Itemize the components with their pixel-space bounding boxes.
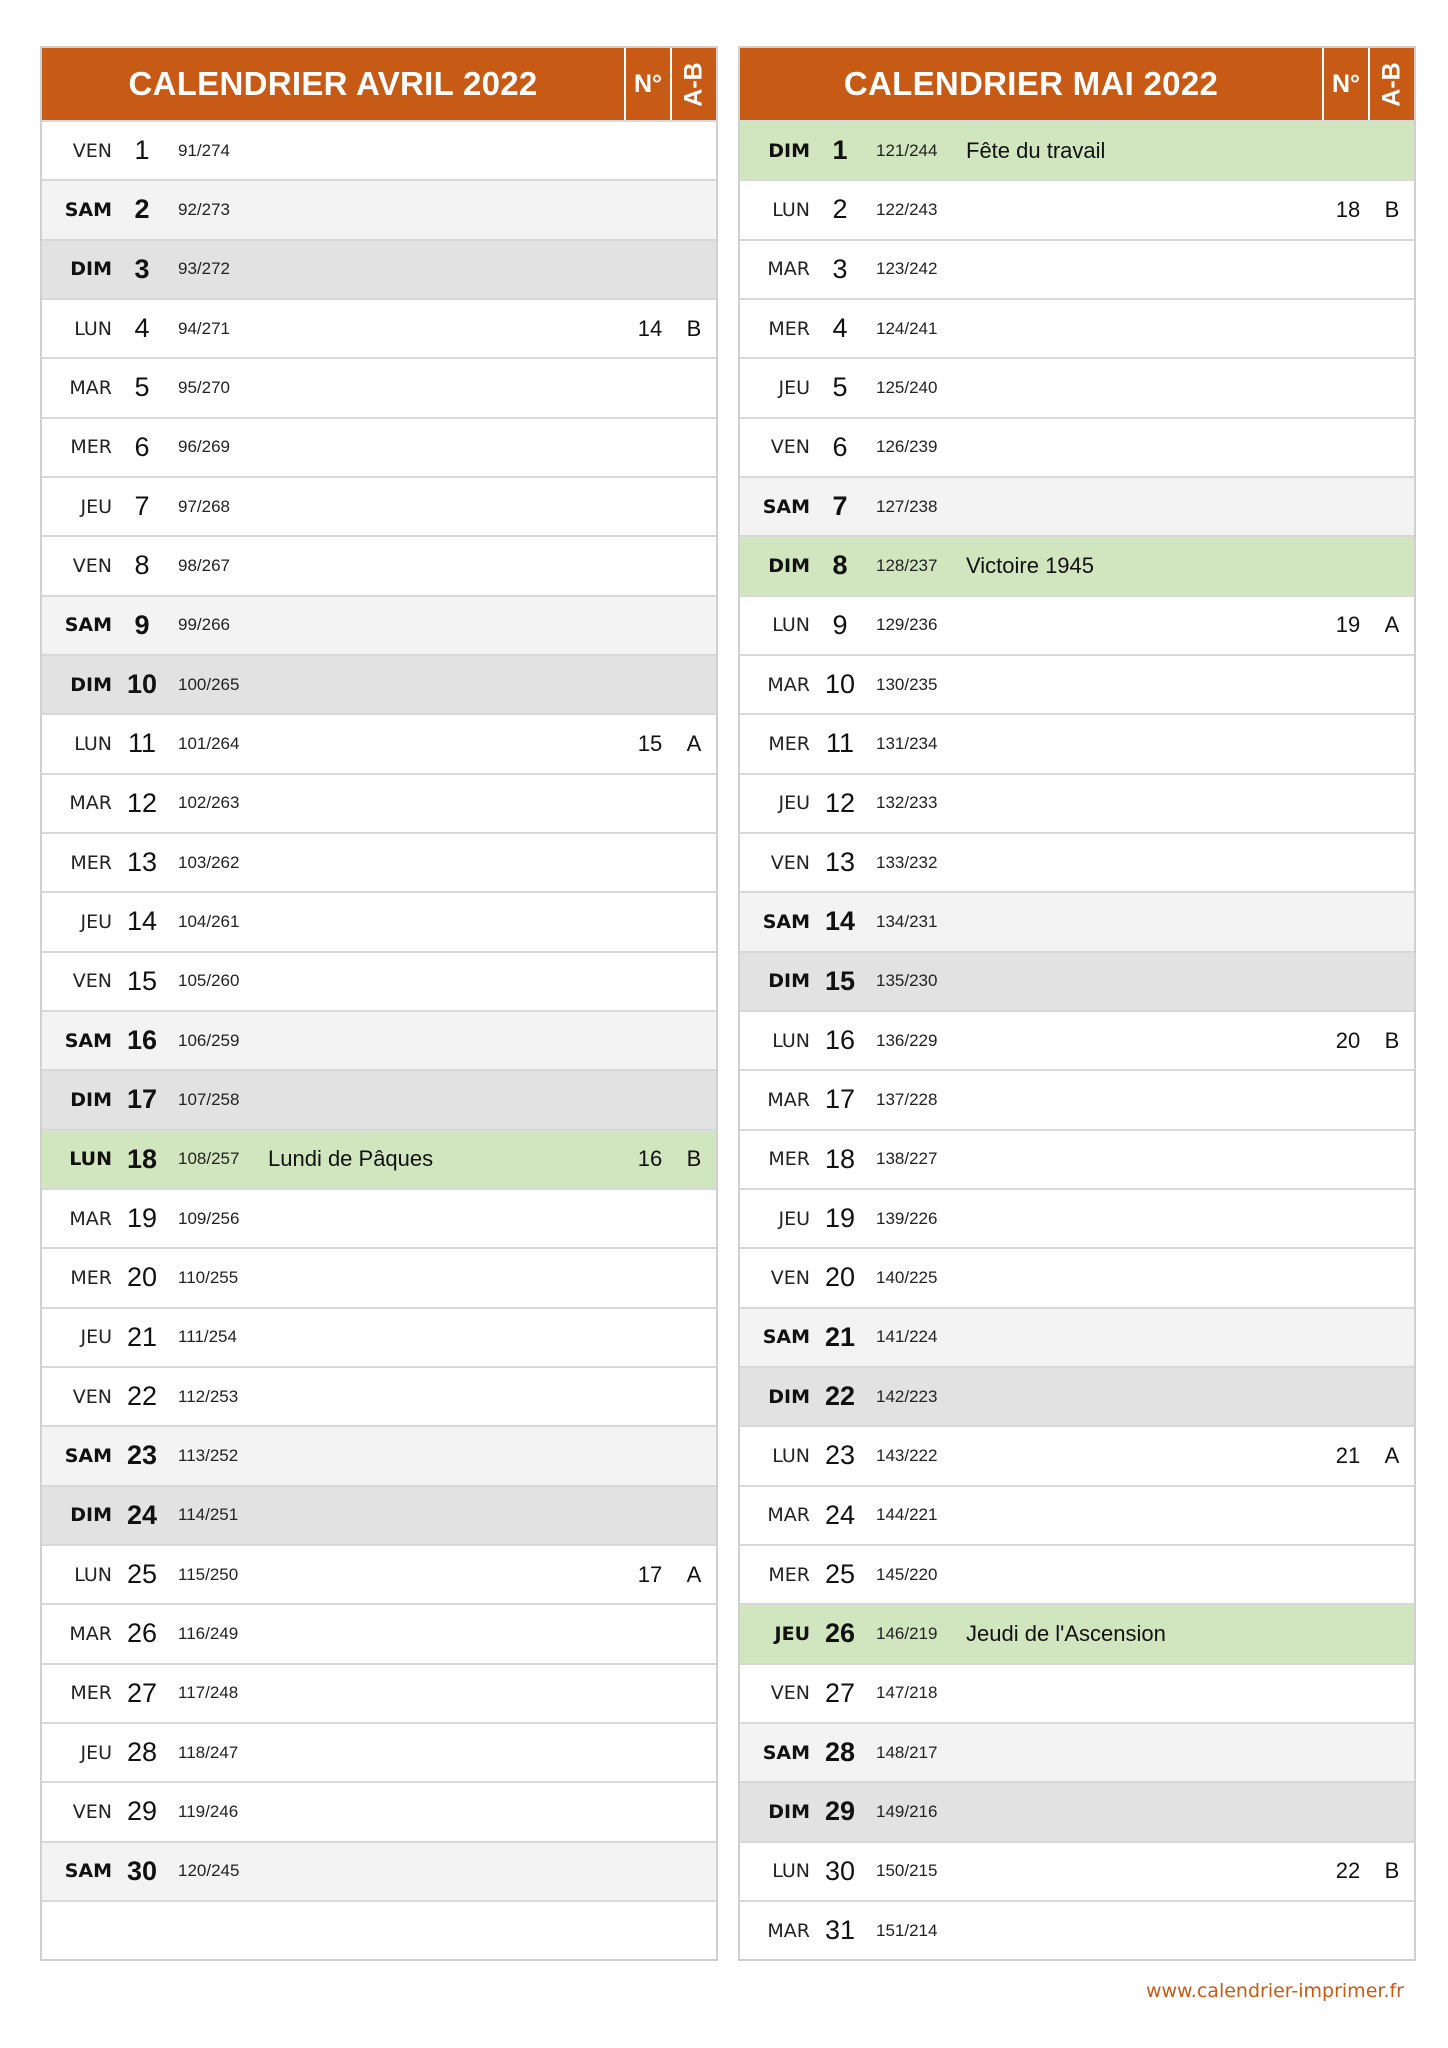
day-name: LUN xyxy=(772,198,810,221)
day-name: DIM xyxy=(70,673,112,696)
day-row xyxy=(42,120,716,179)
day-name: MAR xyxy=(767,673,810,696)
day-date: 15 xyxy=(126,965,158,996)
day-row xyxy=(740,1603,1414,1662)
day-of-year: 150/215 xyxy=(876,1861,938,1881)
day-row xyxy=(740,1069,1414,1128)
day-date: 28 xyxy=(824,1737,856,1768)
day-row xyxy=(740,654,1414,713)
day-row xyxy=(42,1425,716,1484)
calendar-rows xyxy=(42,120,716,1959)
day-row xyxy=(42,1307,716,1366)
day-of-year: 146/219 xyxy=(876,1623,938,1643)
day-name: DIM xyxy=(768,1385,810,1408)
day-of-year: 121/244 xyxy=(876,140,938,160)
day-name: MER xyxy=(70,851,112,874)
calendar-rows xyxy=(740,120,1414,1959)
week-number: 22 xyxy=(1335,1858,1361,1884)
day-name: DIM xyxy=(768,139,810,162)
day-row xyxy=(740,891,1414,950)
day-row xyxy=(42,357,716,416)
day-row xyxy=(42,298,716,357)
day-date: 23 xyxy=(126,1440,158,1471)
day-date: 17 xyxy=(126,1084,158,1115)
day-date: 16 xyxy=(126,1025,158,1056)
day-row xyxy=(740,1544,1414,1603)
day-of-year: 98/267 xyxy=(178,555,230,575)
day-of-year: 120/245 xyxy=(178,1861,240,1881)
empty-row xyxy=(42,1900,716,1959)
day-row xyxy=(42,951,716,1010)
week-ab: B xyxy=(686,1146,702,1172)
week-ab: A xyxy=(1384,1442,1400,1468)
day-date: 30 xyxy=(824,1855,856,1886)
day-of-year: 93/272 xyxy=(178,259,230,279)
day-of-year: 149/216 xyxy=(876,1801,938,1821)
day-date: 28 xyxy=(126,1737,158,1768)
calendar-april xyxy=(40,46,718,1961)
day-date: 5 xyxy=(832,372,848,403)
day-of-year: 122/243 xyxy=(876,199,938,219)
day-name: SAM xyxy=(762,495,810,518)
day-name: VEN xyxy=(72,554,112,577)
day-of-year: 106/259 xyxy=(178,1030,240,1050)
calendar-header xyxy=(42,48,716,120)
day-of-year: 140/225 xyxy=(876,1267,938,1287)
day-name: LUN xyxy=(772,614,810,637)
day-of-year: 117/248 xyxy=(178,1683,239,1703)
week-ab: B xyxy=(1384,1858,1400,1884)
day-row xyxy=(42,417,716,476)
day-date: 8 xyxy=(134,550,150,581)
day-date: 15 xyxy=(824,965,856,996)
day-date: 20 xyxy=(126,1262,158,1293)
week-ab: B xyxy=(1384,1027,1400,1053)
day-date: 25 xyxy=(824,1559,856,1590)
week-number-column-header: N° xyxy=(624,48,670,120)
day-event: Lundi de Pâques xyxy=(268,1146,434,1172)
day-of-year: 91/274 xyxy=(178,140,230,160)
day-of-year: 127/238 xyxy=(876,496,938,516)
day-of-year: 109/256 xyxy=(178,1208,240,1228)
day-name: VEN xyxy=(72,970,112,993)
week-ab-label: A-B xyxy=(679,61,708,107)
day-row xyxy=(42,773,716,832)
week-number: 18 xyxy=(1335,196,1361,222)
day-of-year: 108/257 xyxy=(178,1149,240,1169)
day-row xyxy=(42,1722,716,1781)
day-date: 1 xyxy=(134,135,150,166)
day-date: 12 xyxy=(126,787,158,818)
day-date: 21 xyxy=(126,1321,158,1352)
day-of-year: 95/270 xyxy=(178,377,230,397)
day-row xyxy=(42,713,716,772)
day-date: 22 xyxy=(824,1381,856,1412)
day-name: VEN xyxy=(72,1385,112,1408)
day-of-year: 114/251 xyxy=(178,1505,239,1525)
day-row xyxy=(740,773,1414,832)
day-row xyxy=(42,1663,716,1722)
day-name: MAR xyxy=(69,1207,112,1230)
day-row xyxy=(42,1129,716,1188)
day-name: SAM xyxy=(64,1444,112,1467)
day-of-year: 100/265 xyxy=(178,674,240,694)
day-of-year: 97/268 xyxy=(178,496,230,516)
day-row xyxy=(740,1425,1414,1484)
day-name: MAR xyxy=(767,1088,810,1111)
day-name: MER xyxy=(70,1266,112,1289)
day-date: 1 xyxy=(832,135,848,166)
day-name: MAR xyxy=(767,1504,810,1527)
day-name: MER xyxy=(768,1563,810,1586)
day-of-year: 134/231 xyxy=(876,911,938,931)
day-row xyxy=(42,595,716,654)
day-date: 25 xyxy=(126,1559,158,1590)
calendar-header xyxy=(740,48,1414,120)
day-row xyxy=(42,832,716,891)
day-name: LUN xyxy=(772,1444,810,1467)
day-date: 11 xyxy=(825,728,855,759)
day-date: 22 xyxy=(126,1381,158,1412)
day-row xyxy=(740,417,1414,476)
day-date: 7 xyxy=(832,491,848,522)
day-of-year: 144/221 xyxy=(876,1505,938,1525)
day-date: 2 xyxy=(832,194,848,225)
day-date: 26 xyxy=(824,1618,856,1649)
day-date: 9 xyxy=(832,609,848,640)
week-number: 17 xyxy=(637,1561,663,1587)
day-of-year: 142/223 xyxy=(876,1386,938,1406)
week-number: 21 xyxy=(1335,1442,1361,1468)
day-of-year: 139/226 xyxy=(876,1208,938,1228)
day-of-year: 129/236 xyxy=(876,615,938,635)
day-of-year: 115/250 xyxy=(178,1564,239,1584)
day-of-year: 112/253 xyxy=(178,1386,239,1406)
day-name: JEU xyxy=(80,495,112,518)
day-row xyxy=(740,1188,1414,1247)
day-name: JEU xyxy=(774,1622,810,1645)
day-row xyxy=(42,654,716,713)
day-date: 6 xyxy=(832,431,848,462)
calendar-may xyxy=(738,46,1416,1961)
day-of-year: 126/239 xyxy=(876,437,938,457)
day-row xyxy=(740,1841,1414,1900)
week-ab: A xyxy=(686,730,702,756)
day-row xyxy=(740,1307,1414,1366)
day-of-year: 136/229 xyxy=(876,1030,938,1050)
day-of-year: 128/237 xyxy=(876,555,938,575)
day-row xyxy=(740,1247,1414,1306)
day-name: MER xyxy=(70,1682,112,1705)
day-date: 19 xyxy=(126,1203,158,1234)
day-of-year: 124/241 xyxy=(876,318,938,338)
day-date: 13 xyxy=(824,847,856,878)
week-ab: A xyxy=(686,1561,702,1587)
day-name: JEU xyxy=(778,1207,810,1230)
day-row xyxy=(740,298,1414,357)
day-name: JEU xyxy=(80,910,112,933)
day-date: 24 xyxy=(126,1499,158,1530)
calendar-title: CALENDRIER MAI 2022 xyxy=(843,65,1219,102)
day-row xyxy=(740,951,1414,1010)
day-name: MER xyxy=(70,436,112,459)
day-row xyxy=(42,1841,716,1900)
day-row xyxy=(740,120,1414,179)
day-name: DIM xyxy=(768,1800,810,1823)
day-date: 3 xyxy=(832,253,848,284)
week-ab: B xyxy=(686,315,702,341)
day-event: Fête du travail xyxy=(966,137,1106,163)
day-date: 6 xyxy=(134,431,150,462)
day-date: 31 xyxy=(824,1915,856,1945)
day-row xyxy=(42,1247,716,1306)
day-date: 7 xyxy=(134,491,150,522)
day-date: 14 xyxy=(126,906,158,937)
day-name: VEN xyxy=(72,1800,112,1823)
day-row xyxy=(740,476,1414,535)
day-row xyxy=(42,1188,716,1247)
day-row xyxy=(42,1603,716,1662)
day-row xyxy=(740,1366,1414,1425)
day-row xyxy=(740,1900,1414,1959)
day-name: VEN xyxy=(770,851,810,874)
day-of-year: 137/228 xyxy=(876,1089,938,1109)
day-name: MAR xyxy=(767,258,810,281)
day-row xyxy=(740,713,1414,772)
day-row xyxy=(42,891,716,950)
day-date: 3 xyxy=(134,253,150,284)
day-row xyxy=(42,179,716,238)
day-of-year: 143/222 xyxy=(876,1445,938,1465)
day-of-year: 110/255 xyxy=(178,1267,239,1287)
day-name: LUN xyxy=(69,1148,112,1171)
week-number-column-header: N° xyxy=(1322,48,1368,120)
day-row xyxy=(740,595,1414,654)
day-name: LUN xyxy=(74,732,112,755)
day-date: 8 xyxy=(832,550,848,581)
week-ab: A xyxy=(1384,612,1400,638)
day-row xyxy=(740,179,1414,238)
day-row xyxy=(740,239,1414,298)
day-of-year: 125/240 xyxy=(876,377,938,397)
day-date: 16 xyxy=(824,1025,856,1056)
day-name: VEN xyxy=(770,1266,810,1289)
week-number: 15 xyxy=(637,730,663,756)
day-name: MAR xyxy=(767,1919,810,1942)
day-name: LUN xyxy=(74,1563,112,1586)
week-ab-label: A-B xyxy=(1377,61,1406,107)
day-date: 14 xyxy=(824,906,856,937)
day-of-year: 101/264 xyxy=(178,733,240,753)
day-of-year: 103/262 xyxy=(178,852,240,872)
day-of-year: 131/234 xyxy=(876,733,938,753)
day-row xyxy=(42,476,716,535)
day-date: 18 xyxy=(824,1143,856,1174)
day-name: SAM xyxy=(64,1860,112,1883)
footer-url[interactable]: www.calendrier-imprimer.fr xyxy=(1145,1980,1404,2002)
day-date: 12 xyxy=(824,787,856,818)
day-event: Victoire 1945 xyxy=(966,552,1095,578)
day-name: DIM xyxy=(70,258,112,281)
day-of-year: 135/230 xyxy=(876,971,938,991)
day-name: SAM xyxy=(762,910,810,933)
day-date: 11 xyxy=(127,728,157,759)
week-number: 19 xyxy=(1335,612,1361,638)
day-of-year: 104/261 xyxy=(178,911,240,931)
day-row xyxy=(42,239,716,298)
day-row xyxy=(42,1069,716,1128)
day-name: SAM xyxy=(64,1029,112,1052)
day-of-year: 94/271 xyxy=(178,318,230,338)
day-date: 30 xyxy=(126,1855,158,1886)
day-row xyxy=(740,535,1414,594)
day-name: JEU xyxy=(778,792,810,815)
day-of-year: 116/249 xyxy=(178,1623,239,1643)
week-ab-column-header xyxy=(1368,48,1414,120)
day-row xyxy=(42,1781,716,1840)
day-name: VEN xyxy=(72,139,112,162)
day-date: 20 xyxy=(824,1262,856,1293)
week-ab-column-header xyxy=(670,48,716,120)
day-of-year: 96/269 xyxy=(178,437,230,457)
day-date: 2 xyxy=(134,194,150,225)
day-date: 23 xyxy=(824,1440,856,1471)
day-name: DIM xyxy=(70,1088,112,1111)
day-date: 10 xyxy=(824,669,856,700)
day-date: 21 xyxy=(824,1321,856,1352)
day-of-year: 148/217 xyxy=(876,1742,938,1762)
day-of-year: 92/273 xyxy=(178,199,230,219)
day-date: 19 xyxy=(824,1203,856,1234)
day-date: 18 xyxy=(126,1143,158,1174)
day-of-year: 113/252 xyxy=(178,1445,239,1465)
week-number: 20 xyxy=(1335,1027,1361,1053)
day-name: MAR xyxy=(69,792,112,815)
day-name: MER xyxy=(768,317,810,340)
day-of-year: 133/232 xyxy=(876,852,938,872)
day-name: JEU xyxy=(80,1741,112,1764)
day-row xyxy=(42,1544,716,1603)
calendar-title: CALENDRIER AVRIL 2022 xyxy=(128,65,538,102)
day-name: LUN xyxy=(772,1860,810,1883)
week-ab: B xyxy=(1384,196,1400,222)
day-date: 17 xyxy=(824,1084,856,1115)
day-name: VEN xyxy=(770,1682,810,1705)
day-event: Jeudi de l'Ascension xyxy=(966,1620,1166,1646)
day-name: MER xyxy=(768,1148,810,1171)
day-name: LUN xyxy=(772,1029,810,1052)
day-row xyxy=(740,1485,1414,1544)
week-number: 16 xyxy=(637,1146,663,1172)
day-date: 26 xyxy=(126,1618,158,1649)
week-number: 14 xyxy=(637,315,663,341)
day-name: VEN xyxy=(770,436,810,459)
day-row xyxy=(740,1781,1414,1840)
day-name: MAR xyxy=(69,1622,112,1645)
day-of-year: 107/258 xyxy=(178,1089,240,1109)
day-of-year: 141/224 xyxy=(876,1327,938,1347)
day-date: 29 xyxy=(126,1796,158,1827)
day-row xyxy=(740,1663,1414,1722)
day-row xyxy=(42,535,716,594)
day-of-year: 151/214 xyxy=(876,1920,938,1940)
day-of-year: 145/220 xyxy=(876,1564,938,1584)
day-of-year: 130/235 xyxy=(876,674,938,694)
day-of-year: 105/260 xyxy=(178,971,240,991)
day-date: 4 xyxy=(832,313,848,344)
day-name: LUN xyxy=(74,317,112,340)
day-name: SAM xyxy=(762,1326,810,1349)
day-name: JEU xyxy=(778,376,810,399)
day-date: 27 xyxy=(824,1677,856,1708)
day-of-year: 147/218 xyxy=(876,1683,938,1703)
day-name: DIM xyxy=(768,970,810,993)
day-of-year: 99/266 xyxy=(178,615,230,635)
day-date: 4 xyxy=(134,313,150,344)
day-of-year: 123/242 xyxy=(876,259,938,279)
day-date: 29 xyxy=(824,1796,856,1827)
day-row xyxy=(740,832,1414,891)
day-name: DIM xyxy=(768,554,810,577)
day-name: SAM xyxy=(64,198,112,221)
day-row xyxy=(740,1129,1414,1188)
day-name: JEU xyxy=(80,1326,112,1349)
day-of-year: 118/247 xyxy=(178,1742,239,1762)
day-of-year: 132/233 xyxy=(876,793,938,813)
day-row xyxy=(42,1010,716,1069)
day-name: DIM xyxy=(70,1504,112,1527)
day-of-year: 111/254 xyxy=(178,1327,237,1347)
day-row xyxy=(42,1485,716,1544)
day-date: 27 xyxy=(126,1677,158,1708)
day-name: MAR xyxy=(69,376,112,399)
day-date: 13 xyxy=(126,847,158,878)
day-row xyxy=(42,1366,716,1425)
day-row xyxy=(740,1722,1414,1781)
day-date: 24 xyxy=(824,1499,856,1530)
day-name: SAM xyxy=(762,1741,810,1764)
day-of-year: 119/246 xyxy=(178,1801,239,1821)
day-row xyxy=(740,1010,1414,1069)
day-name: MER xyxy=(768,732,810,755)
day-date: 9 xyxy=(134,609,150,640)
day-date: 5 xyxy=(134,372,150,403)
day-name: SAM xyxy=(64,614,112,637)
day-of-year: 102/263 xyxy=(178,793,240,813)
day-date: 10 xyxy=(126,669,158,700)
day-row xyxy=(740,357,1414,416)
day-of-year: 138/227 xyxy=(876,1149,938,1169)
